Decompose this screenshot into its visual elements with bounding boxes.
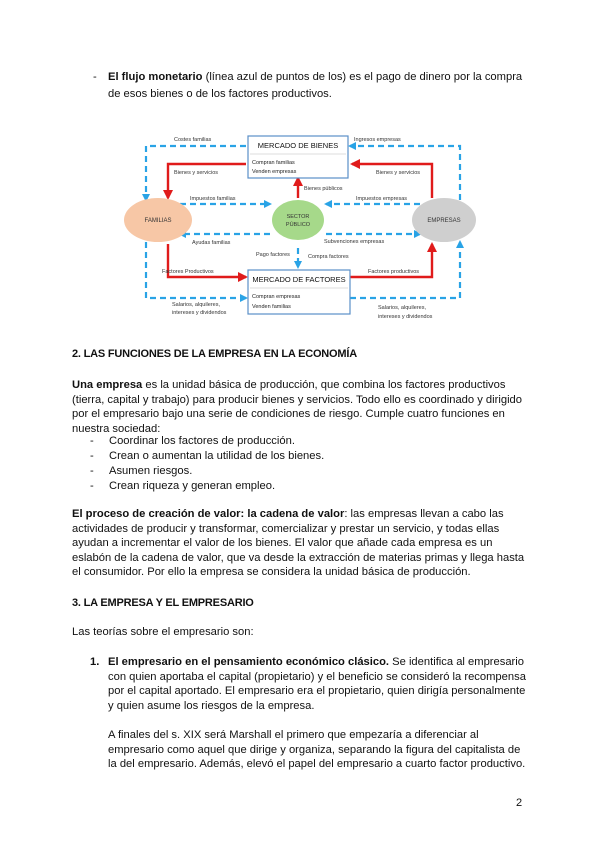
para2-line-3: ayudan a incrementar el valor de los bienes. El valor que añade cada empresa es un xyxy=(72,537,493,550)
theory-number: 1. xyxy=(90,656,100,668)
marshall-paragraph xyxy=(108,728,530,772)
mercado-factores-line2: Venden familias xyxy=(252,304,291,310)
marshall-line-3: la del empresario. Además, elevó el papel del empresario a cuarto factor productivo. xyxy=(108,758,526,771)
label-impuestos-empresas: Impuestos empresas xyxy=(356,196,408,202)
para1-line-1: Una empresa es la unidad básica de producción, que combina los factores productivos xyxy=(72,379,506,391)
para2-line-1: El proceso de creación de valor: la cadena de valor: las empresas llevan a cabo las xyxy=(72,508,504,520)
label-salarios-left-2: intereses y dividendos xyxy=(172,310,227,316)
label-pago-factores: Pago factores xyxy=(256,252,290,258)
intro-line-1: El flujo monetario (línea azul de puntos de los) es el pago de dinero por la compra xyxy=(108,71,523,83)
intro-line-2: de esos bienes o de los factores productivos. xyxy=(108,88,332,100)
mercado-factores-line1: Compran empresas xyxy=(252,294,301,300)
section-2-heading: 2. LAS FUNCIONES DE LA EMPRESA EN LA ECONOMÍA xyxy=(72,348,357,360)
label-salarios-left-1: Salarios, alquileres, xyxy=(172,302,220,308)
para2-line-2: actividades de producir y transformar, comercializar y prestar un servicio, y todas ellas xyxy=(72,522,500,535)
familias-label: FAMILIAS xyxy=(144,218,172,224)
label-ayudas-familias: Ayudas familias xyxy=(192,240,231,246)
label-impuestos-familias: Impuestos familias xyxy=(190,196,236,202)
mercado-bienes-line1: Compran familias xyxy=(252,160,295,166)
theory-line-2: con quien aportaba el capital (propietario) y el beneficio se consideró la recompensa xyxy=(108,670,526,683)
label-salarios-right-2: intereses y dividendos xyxy=(378,314,433,320)
sector-publico-node xyxy=(272,200,324,240)
sector-publico-line2: PÚBLICO xyxy=(285,222,311,228)
label-ingresos-empresas: Ingresos empresas xyxy=(354,137,401,143)
marshall-line-1: A finales del s. XIX será Marshall el primero que empezaría a diferenciar al xyxy=(108,729,479,741)
label-costes-familias: Costes familias xyxy=(174,137,212,143)
para1-line-2: (tierra, capital y trabajo) para producir bienes y servicios. Todo ello es coordinado y dirigido xyxy=(72,393,523,406)
theory-line-1: El empresario en el pensamiento económico clásico. Se identifica al empresario xyxy=(108,656,524,668)
sector-publico-line1: SECTOR xyxy=(286,214,310,220)
label-subvenciones-empresas: Subvenciones empresas xyxy=(324,239,385,245)
mercado-factores-title: MERCADO DE FACTORES xyxy=(252,275,346,284)
bullet-dash: - xyxy=(93,71,97,83)
para2-line-4: eslabón de la cadena de valor, que va desde la extracción de materias primas y llega hasta xyxy=(72,551,525,564)
marshall-line-2: empresario como aquel que dirige y organiza, separando la figura del capitalista de xyxy=(108,743,521,756)
section-3-intro: Las teorías sobre el empresario son: xyxy=(72,626,254,638)
mercado-bienes-line2: Venden empresas xyxy=(252,169,297,175)
label-bienes-servicios-left: Bienes y servicios xyxy=(174,170,219,176)
label-bienes-publicos: Bienes públicos xyxy=(304,186,343,192)
page-number: 2 xyxy=(516,797,523,809)
label-salarios-right-1: Salarios, alquileres, xyxy=(378,305,426,311)
section-2-para-2 xyxy=(72,507,528,580)
label-compra-factores: Compra factores xyxy=(308,254,349,260)
label-factores-productivos-right: Factores productivos xyxy=(368,269,420,275)
mercado-bienes-title: MERCADO DE BIENES xyxy=(257,141,339,150)
empresas-label: EMPRESAS xyxy=(427,218,461,224)
para1-line-4: nuestra sociedad: xyxy=(72,422,161,435)
section-2-para-1 xyxy=(72,378,528,436)
para2-line-5: el consumidor. Por ello la empresa se considera la unidad básica de producción. xyxy=(72,566,471,579)
circular-flow-diagram xyxy=(110,132,480,328)
label-bienes-servicios-right: Bienes y servicios xyxy=(376,170,421,176)
para1-line-3: por el empresario bajo una serie de condiciones de riesgo. Cumple cuatro funciones en xyxy=(72,408,505,421)
theory-line-4: y quien asume los riesgos de la empresa. xyxy=(108,699,315,712)
section-3-heading: 3. LA EMPRESA Y EL EMPRESARIO xyxy=(72,597,254,609)
theory-line-3: por el capital aportado. El empresario era el propietario, quien dirigía personalmente xyxy=(108,685,526,698)
label-factores-productivos-left: Factores Productivos xyxy=(162,269,214,275)
